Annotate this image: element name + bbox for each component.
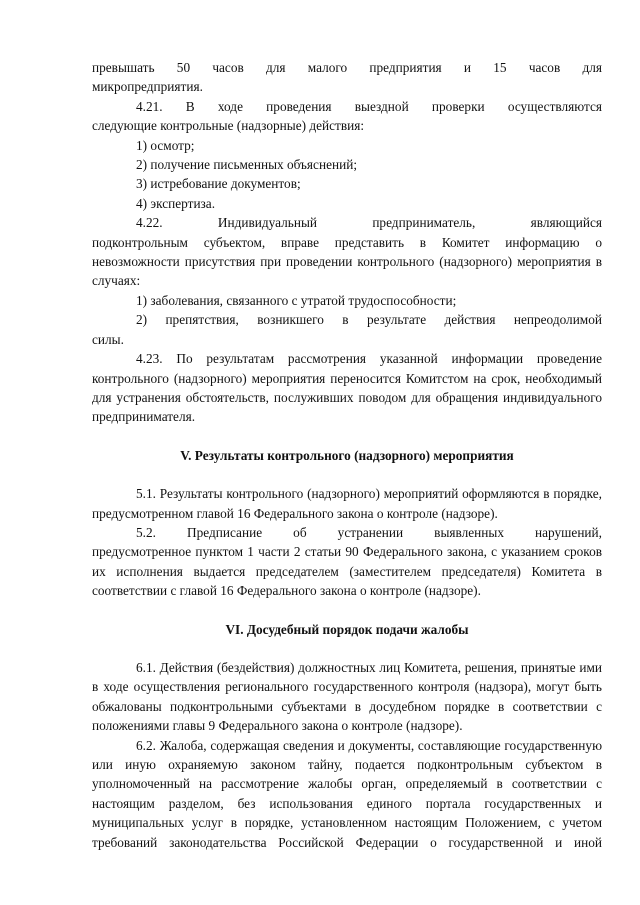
text-line: превышать 50 часов для малого предприятия и 15 часов для — [92, 60, 602, 75]
paragraph-text: подконтрольным субъектом, вправе представить в Комитет информацию о невозможности присутствия при проведении контрольного (надзорного) мероприятия в случаях: — [92, 234, 602, 289]
paragraph-4-23: 4.23. По результатам рассмотрения указанной информации проведение контрольного (надзорного) мероприятия переносится Комитстом на срок, необходимый для устранения обстоятельств, послуживших поводом для обращения индивидуального предпринимателя. — [92, 351, 602, 425]
list-item: 2) препятствия, возникшего в результате действия непреодолимой — [136, 312, 602, 328]
text-line: микропредприятия. — [92, 79, 203, 95]
paragraph-5-1: 5.1. Результаты контрольного (надзорного) мероприятий оформляются в порядке, предусмотренном главой 16 Федерального закона о контроле (надзоре). — [92, 486, 602, 521]
list-item: 2) получение письменных объяснений; — [136, 157, 358, 173]
section-heading: V. Результаты контрольного (надзорного) мероприятия — [180, 447, 514, 463]
paragraph-5-2: 5.2. Предписание об устранении выявленных нарушений, — [136, 524, 602, 540]
list-item: 4) экспертиза. — [136, 195, 216, 211]
list-item: 1) заболевания, связанного с утратой трудоспособности; — [136, 292, 457, 308]
text-line: следующие контрольные (надзорные) действия: — [92, 118, 365, 134]
text-line: силы. — [92, 331, 124, 347]
paragraph-4-22: 4.22. Индивидуальный предприниматель, являющийся — [136, 215, 602, 231]
paragraph-text: предусмотренное пунктом 1 части 2 статьи 90 Федерального закона, с указанием сроков их исполнения выдается председателем (заместителем председателя) Комитета в соответствии с главой 16 Федерального закона о контроле (надзоре). — [92, 544, 602, 599]
paragraph-6-2: 6.2. Жалоба, содержащая сведения и документы, составляющие государственную или иную охраняемую законом тайну, подается подконтрольным субъектом в уполномоченный на рассмотрение жалобы орган, определяемый в соответствии с настоящим разделом, без использования единого портала государственных и муниципальных услуг в порядке, установленном настоящим Положением, с учетом требований законодательства Российской Федерации о государственной и иной — [92, 737, 602, 850]
list-item: 3) истребование документов; — [136, 176, 301, 192]
paragraph-6-1: 6.1. Действия (бездействия) должностных лиц Комитета, решения, принятые ими в ходе осуществления регионального государственного контроля (надзора), могут быть обжалованы подконтрольными субъектами в досудебном порядке в соответствии с положениями главы 9 Федерального закона о контроле (надзоре). — [92, 659, 602, 734]
list-item: 1) осмотр; — [136, 137, 195, 153]
section-heading: VI. Досудебный порядок подачи жалобы — [225, 621, 469, 637]
paragraph-4-21: 4.21. В ходе проведения выездной проверки осуществляются — [136, 98, 602, 114]
